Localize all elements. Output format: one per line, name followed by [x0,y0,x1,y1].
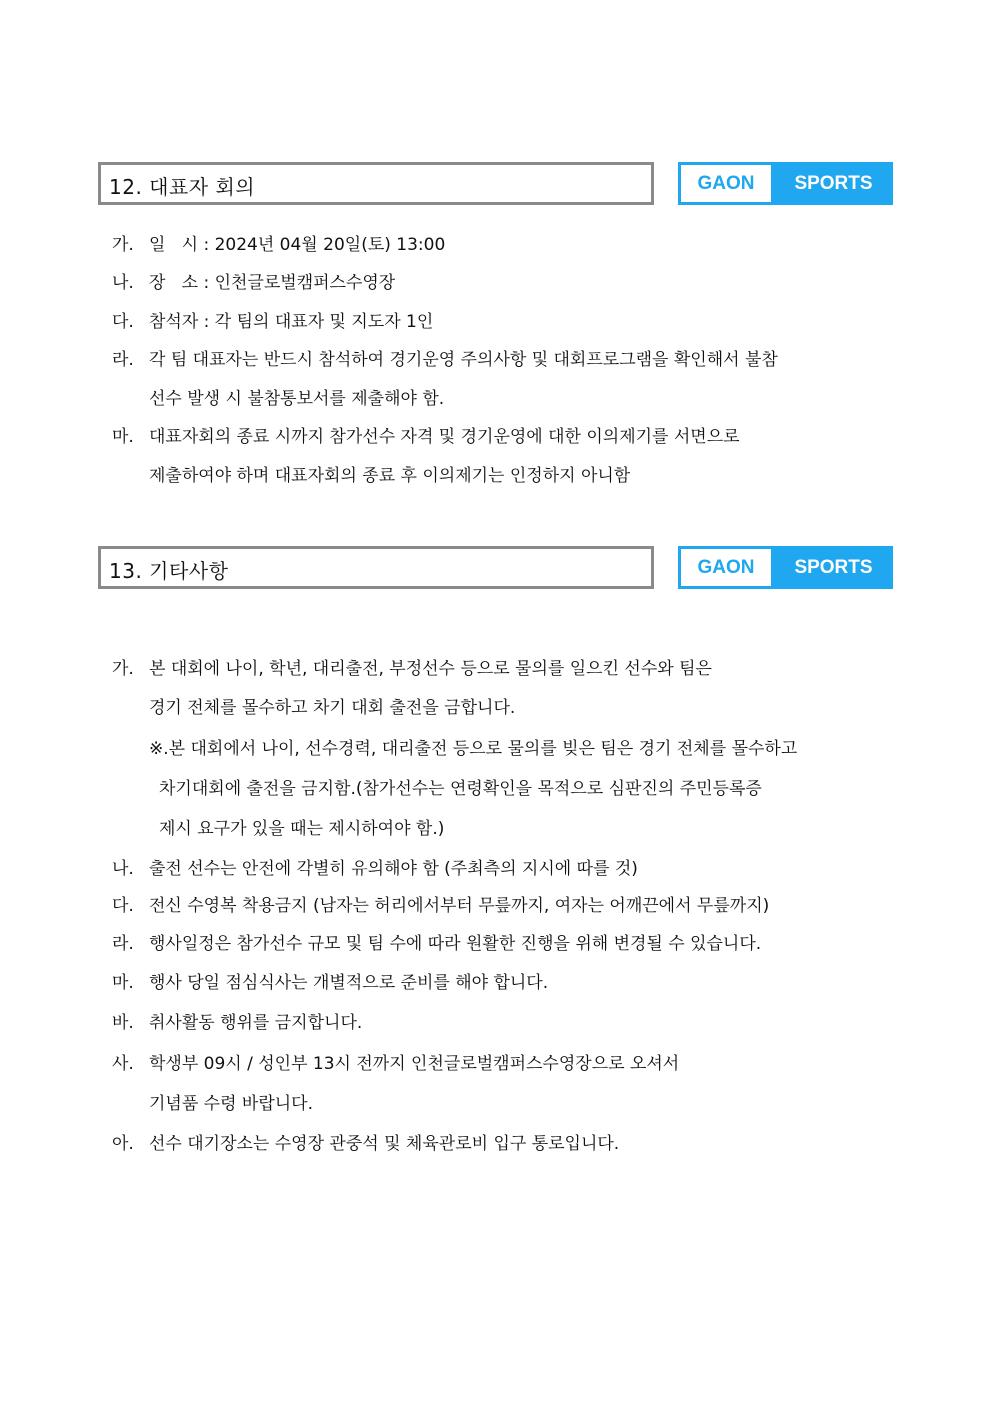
item-marker: 사. [112,1054,134,1074]
s13-item-ga [112,654,712,679]
s12-item-ma [112,422,740,447]
s12-item-ra-cont: 선수 발생 시 불참통보서를 제출해야 함. [149,389,445,409]
item-marker: 마. [112,427,134,447]
item-marker: 마. [112,973,134,993]
brand-logo [678,162,893,205]
s13-item-ga-cont: 경기 전체를 몰수하고 차기 대회 출전을 금합니다. [149,698,516,718]
item-text: 일 시 : 2024년 04월 20일(토) 13:00 [149,235,446,255]
section-13-title: 13. 기타사항 [109,559,229,583]
brand-sports: SPORTS [774,546,893,589]
brand-gaon: GAON [678,546,774,589]
item-text: 선수 대기장소는 수영장 관중석 및 체육관로비 입구 통로입니다. [149,1134,620,1154]
s12-item-ra [112,345,778,370]
s12-item-ma-cont: 제출하여야 하며 대표자회의 종료 후 이의제기는 인정하지 아니함 [149,466,631,486]
brand-gaon: GAON [678,162,774,205]
item-marker: 가. [112,235,134,255]
section-12-title-box [98,162,654,205]
item-marker: 아. [112,1134,134,1154]
item-text: 출전 선수는 안전에 각별히 유의해야 함 (주최측의 지시에 따를 것) [149,859,638,879]
item-text: 학생부 09시 / 성인부 13시 전까지 인천글로벌캠퍼스수영장으로 오셔서 [149,1054,680,1074]
s12-item-na [112,268,395,293]
section-12-header [98,162,894,205]
item-marker: 라. [112,350,134,370]
item-text: 각 팀 대표자는 반드시 참석하여 경기운영 주의사항 및 대회프로그램을 확인해서 불참 [149,350,778,370]
s13-item-ma [112,968,548,993]
s12-item-da [112,307,433,332]
item-text: 전신 수영복 착용금지 (남자는 허리에서부터 무릎까지, 여자는 어깨끈에서 무릎까지) [149,896,770,916]
s13-item-da [112,891,769,916]
item-text: 대표자회의 종료 시까지 참가선수 자격 및 경기운영에 대한 이의제기를 서면으로 [149,427,740,447]
item-marker: 나. [112,273,134,293]
section-13-header [98,546,894,589]
item-marker: 다. [112,312,134,332]
item-marker: 가. [112,659,134,679]
item-text: 참석자 : 각 팀의 대표자 및 지도자 1인 [149,312,434,332]
item-marker: 라. [112,934,134,954]
brand-sports: SPORTS [774,162,893,205]
item-marker: 바. [112,1013,134,1033]
s13-note-line-1: ※.본 대회에서 나이, 선수경력, 대리출전 등으로 물의를 빚은 팀은 경기 전체를 몰수하고 [149,739,798,759]
s12-item-ga [112,230,445,255]
s13-note-line-3: 제시 요구가 있을 때는 제시하여야 함.) [159,819,445,839]
s13-note-line-2: 차기대회에 출전을 금지함.(참가선수는 연령확인을 목적으로 심판진의 주민등록증 [159,779,762,799]
item-text: 행사 당일 점심식사는 개별적으로 준비를 해야 합니다. [149,973,549,993]
item-marker: 다. [112,896,134,916]
item-text: 행사일정은 참가선수 규모 및 팀 수에 따라 원활한 진행을 위해 변경될 수 있습니다. [149,934,762,954]
s13-item-a [112,1129,619,1154]
s13-item-ra [112,929,761,954]
s13-item-sa [112,1049,679,1074]
s13-item-na [112,854,638,879]
brand-logo [678,546,893,589]
item-text: 장 소 : 인천글로벌캠퍼스수영장 [149,273,396,293]
s13-item-ba [112,1008,362,1033]
section-13-title-box [98,546,654,589]
s13-item-sa-cont: 기념품 수령 바랍니다. [149,1094,314,1114]
item-text: 취사활동 행위를 금지합니다. [149,1013,363,1033]
item-text: 본 대회에 나이, 학년, 대리출전, 부정선수 등으로 물의를 일으킨 선수와 팀은 [149,659,712,679]
item-marker: 나. [112,859,134,879]
section-12-title: 12. 대표자 회의 [109,175,256,199]
